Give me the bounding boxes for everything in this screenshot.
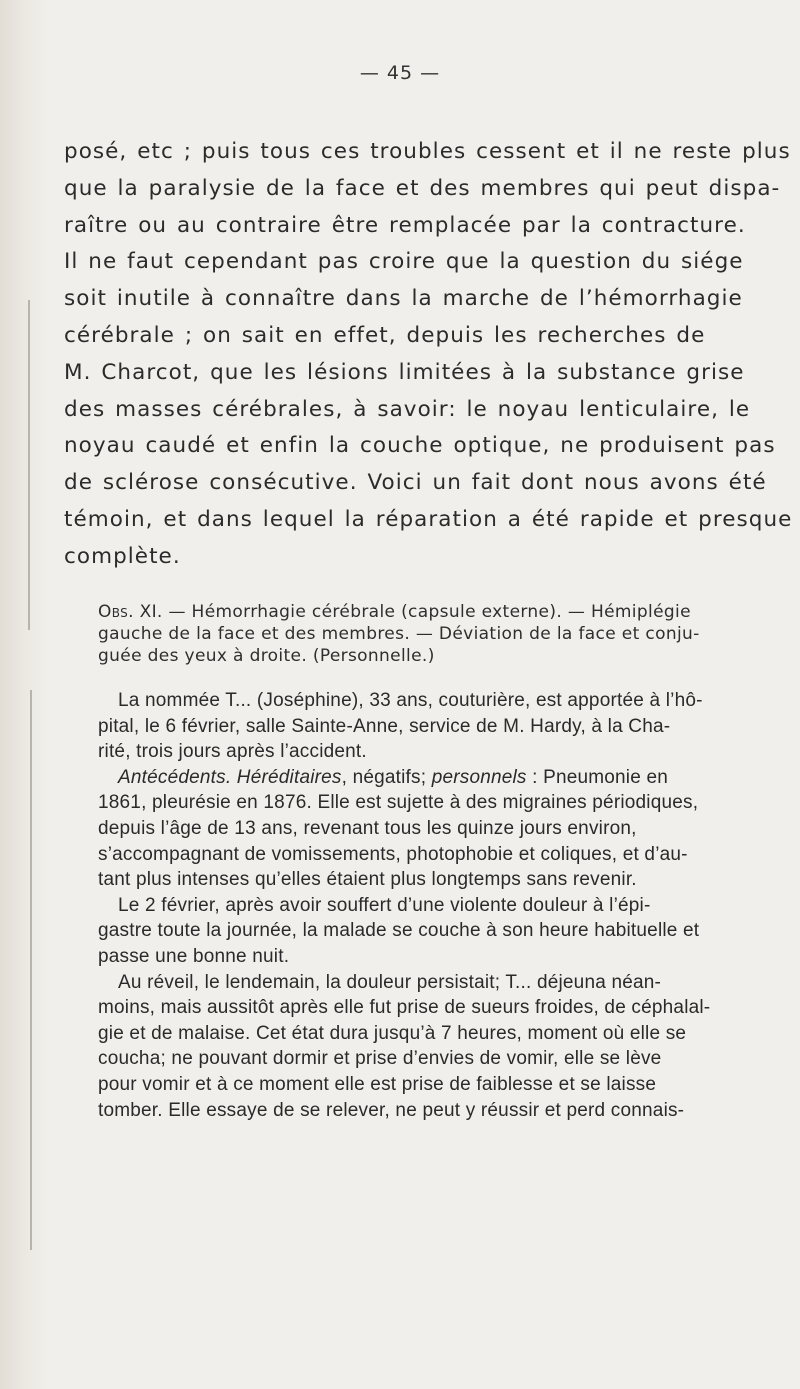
case-line: gie et de malaise. Cet état dura jusqu’à 7 heures, moment où elle se — [98, 1022, 687, 1044]
obs-line: guée des yeux à droite. (Personnelle.) — [98, 646, 435, 666]
page-number: — 45 — — [359, 62, 441, 84]
case-report — [98, 688, 726, 1123]
body-line: Il ne faut cependant pas croire que la question du siége — [64, 249, 744, 275]
case-line: La nommée T... (Joséphine), 33 ans, couturière, est apportée à l’hô- — [118, 690, 703, 711]
binding-edge — [28, 300, 30, 630]
body-line: soit inutile à connaître dans la marche de l’hémorrhagie — [64, 286, 743, 312]
body-line: que la paralysie de la face et des membres qui peut dispa- — [64, 175, 781, 201]
body-paragraph — [64, 134, 793, 576]
body-line: noyau caudé et enfin la couche optique, ne produisent pas — [64, 433, 776, 459]
case-line: Au réveil, le lendemain, la douleur persistait; T... déjeuna néan- — [118, 971, 662, 993]
body-line: de sclérose consécutive. Voici un fait dont nous avons été — [64, 470, 767, 496]
case-text: : Pneumonie en — [526, 766, 669, 788]
case-line: rité, trois jours après l’accident. — [98, 741, 367, 763]
case-line: tant plus intenses qu’elles étaient plus longtemps sans revenir. — [98, 869, 637, 891]
case-line: moins, mais aussitôt après elle fut prise de sueurs froides, de céphalal- — [98, 997, 711, 1019]
case-line: passe une bonne nuit. — [98, 945, 290, 967]
case-line — [98, 765, 726, 791]
case-text: , négatifs; — [341, 766, 432, 788]
case-line: pour vomir et à ce moment elle est prise de faiblesse et se laisse — [98, 1073, 657, 1095]
body-line: M. Charcot, que les lésions limitées à la substance grise — [64, 359, 745, 385]
antecedents-label: Antécédents. Héréditaires — [118, 766, 342, 788]
obs-line: gauche de la face et des membres. — Déviation de la face et conju- — [98, 624, 700, 644]
case-line: Le 2 février, après avoir souffert d’une violente douleur à l’épi- — [118, 894, 651, 916]
personnels-label: personnels — [431, 766, 527, 788]
body-line: raître ou au contraire être remplacée par la contracture. — [64, 212, 746, 238]
obs-label: Obs. XI. — [98, 602, 163, 622]
case-line: pital, le 6 février, salle Sainte-Anne, service de M. Hardy, à la Cha- — [98, 715, 671, 737]
case-line: 1861, pleurésie en 1876. Elle est sujette à des migraines périodiques, — [98, 792, 699, 814]
body-line: posé, etc ; puis tous ces troubles cessent et il ne reste plus — [64, 139, 791, 164]
case-line: tomber. Elle essaye de se relever, ne peut y réussir et perd connais- — [98, 1099, 685, 1121]
case-line: gastre toute la journée, la malade se couche à son heure habituelle et — [98, 920, 700, 942]
body-line: témoin, et dans lequel la réparation a été rapide et presque — [64, 506, 793, 532]
body-line: des masses cérébrales, à savoir: le noyau lenticulaire, le — [64, 396, 751, 422]
case-line: depuis l’âge de 13 ans, revenant tous les quinze jours environ, — [98, 817, 637, 839]
observation-heading — [98, 601, 718, 667]
case-line: s’accompagnant de vomissements, photophobie et coliques, et d’au- — [98, 843, 688, 865]
body-line: cérébrale ; on sait en effet, depuis les recherches de — [64, 322, 706, 348]
binding-edge-lower — [30, 690, 32, 1250]
page-gutter-shadow — [0, 0, 48, 1389]
obs-title: — Hémorrhagie cérébrale (capsule externe). — Hémiplégie — [162, 602, 691, 622]
case-line: coucha; ne pouvant dormir et prise d’envies de vomir, elle se lève — [98, 1048, 662, 1070]
obs-line — [98, 601, 718, 623]
body-line: complète. — [64, 543, 181, 569]
